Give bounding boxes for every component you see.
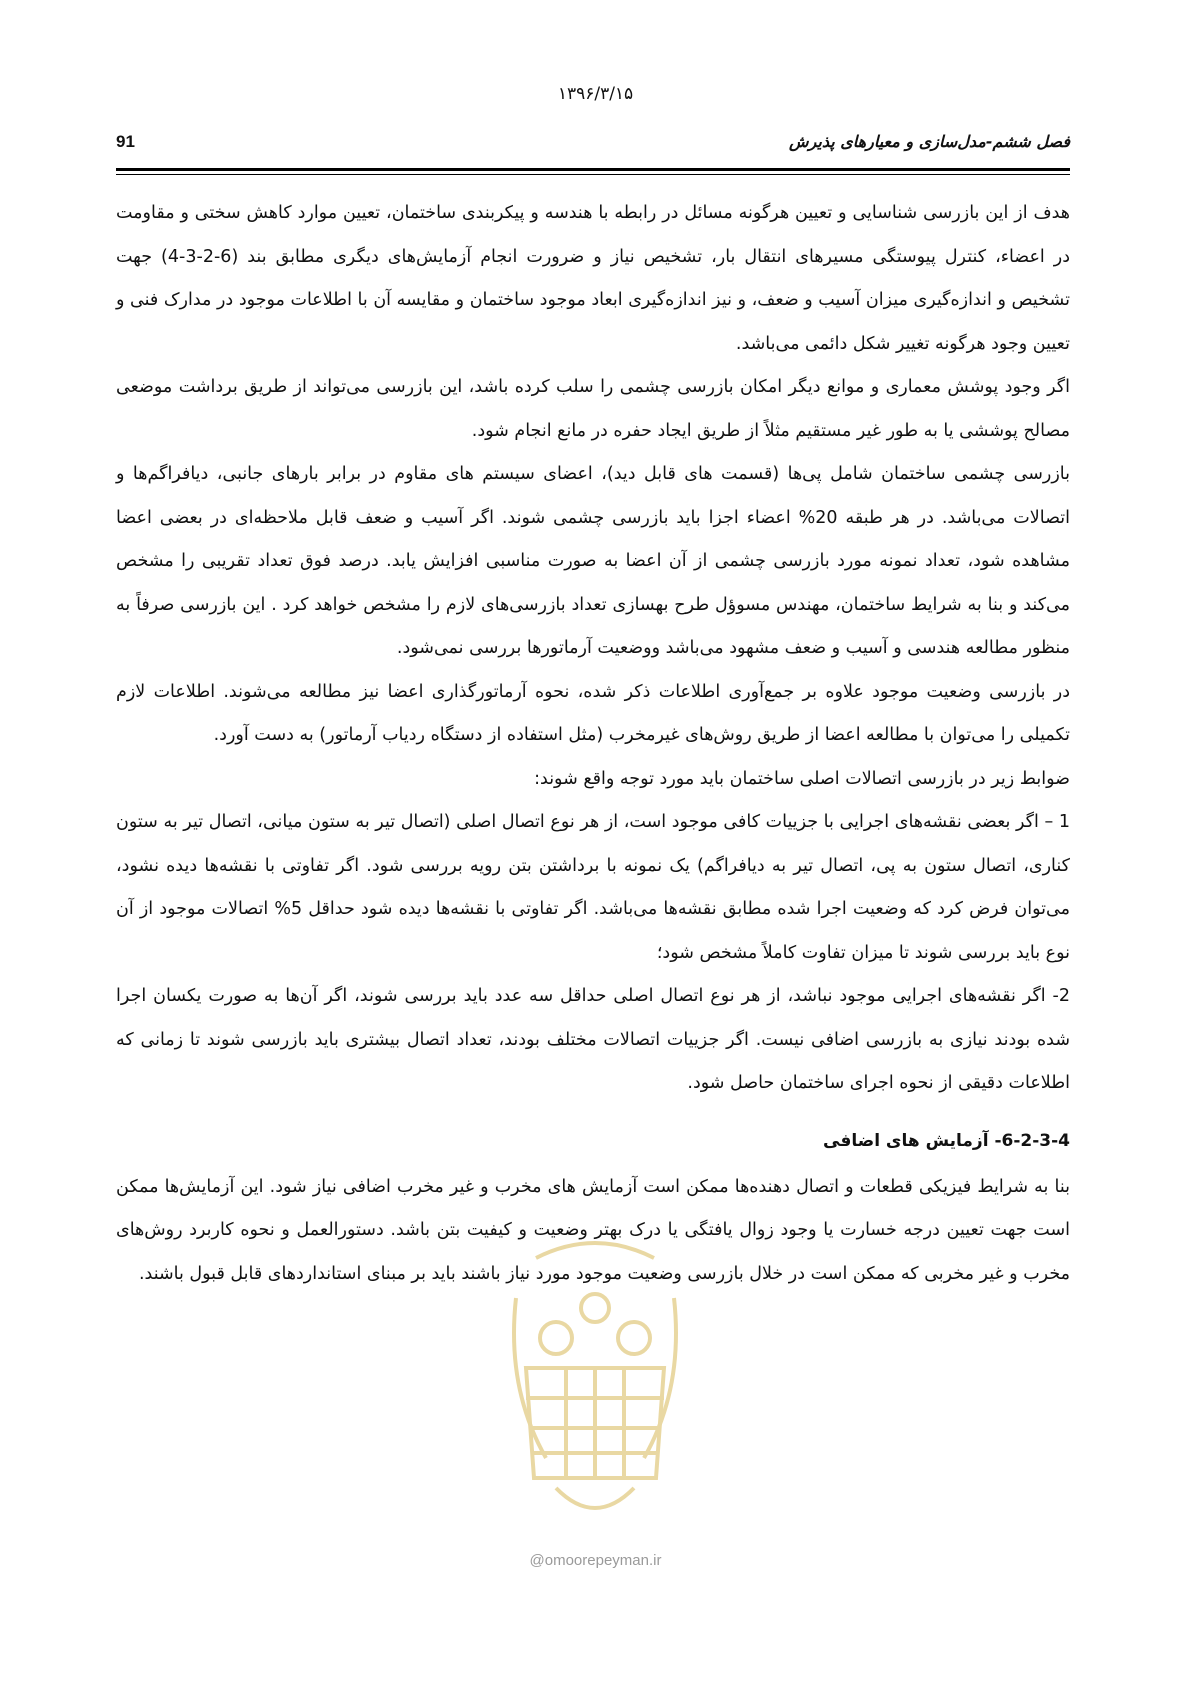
watermark-url: @omoorepeyman.ir [529, 1552, 662, 1569]
header-rule-thick [116, 168, 1070, 171]
body-text [116, 192, 1070, 1296]
paragraph-purpose: هدف از این بازرسی شناسایی و تعیین هرگونه مسائل در رابطه با هندسه و پیکربندی ساختمان، تعیین موارد کاهش سختی و مقاومت در اعضاء، کنترل پیوستگی مسیرهای انتقال بار، تشخیص نیاز و ضرورت انجام آزمایش‌های دیگری مطابق بند (6-2-3-4) جهت تشخیص و اندازه‌گیری میزان آسیب و ضعف، و نیز اندازه‌گیری ابعاد موجود ساختمان و مقایسه آن با اطلاعات موجود در مدارک فنی و تعیین وجود هرگونه تغییر شکل دائمی می‌باشد. [116, 203, 1070, 354]
header-rule-thin [116, 174, 1070, 175]
paragraph-visual-inspection: بازرسی چشمی ساختمان شامل پی‌ها (قسمت های قابل دید)، اعضای سیستم های مقاوم در برابر بارهای جانبی، دیافراگم‌ها و اتصالات می‌باشد. در هر طبقه 20% اعضاء اجزا باید بازرسی چشمی شوند. اگر آسیب و ضعف قابل ملاحظه‌ای در بعضی اعضا مشاهده شود، تعداد نمونه مورد بازرسی چشمی از آن اعضا به صورت مناسبی افزایش یابد. درصد فوق تعداد تقریبی را مشخص می‌کند و بنا به شرایط ساختمان، مهندس مسوؤل طرح بهسازی تعداد بازرسی‌های لازم را مشخص خواهد کرد . این بازرسی صرفاً به منظور مطالعه هندسی و آسیب و ضعف مشهود می‌باشد ووضعیت آرماتورها بررسی نمی‌شود. [116, 464, 1071, 658]
list-item-2: 2- اگر نقشه‌های اجرایی موجود نباشد، از هر نوع اتصال اصلی حداقل سه عدد باید بررسی شوند، اگر آن‌ها به صورت یکسان اجرا شده بودند نیازی به بازرسی اضافی نیست. اگر جزییات اتصالات مختلف بودند، تعداد اتصال بیشتری باید بازرسی شوند تا زمانی که اطلاعات دقیقی از نحوه اجرای ساختمان حاصل شود. [116, 986, 1070, 1093]
document-date: ۱۳۹۶/۳/۱۵ [557, 84, 634, 104]
paragraph-existing-condition: در بازرسی وضعیت موجود علاوه بر جمع‌آوری اطلاعات ذکر شده، نحوه آرماتورگذاری اعضا نیز مطالعه می‌شوند. اطلاعات لازم تکمیلی را می‌توان با مطالعه اعضا از طریق روش‌های غیرمخرب (مثل استفاده از دستگاه ردیاب آرماتور) به دست آورد. [116, 681, 1070, 745]
watermark-emblem-icon [496, 1238, 694, 1538]
list-item-1: 1 – اگر بعضی نقشه‌های اجرایی با جزییات کافی موجود است، از هر نوع اتصال اصلی (اتصال تیر به ستون میانی، اتصال تیر به ستون کناری، اتصال ستون به پی، اتصال تیر به دیافراگم) یک نمونه با برداشتن بتن رویه بررسی شود. اگر تفاوتی با نقشه‌ها دیده نشود، می‌توان فرض کرد که وضعیت اجرا شده مطابق نقشه‌ها می‌باشد. اگر تفاوتی با نقشه‌ها دیده شود حداقل 5% اتصالات موجود از آن نوع باید بررسی شوند تا میزان تفاوت کاملاً مشخص شود؛ [116, 812, 1070, 963]
chapter-title: فصل ششم-مدل‌سازی و معیارهای پذیرش [789, 132, 1070, 151]
paragraph-criteria-intro: ضوابط زیر در بازرسی اتصالات اصلی ساختمان باید مورد توجه واقع شوند: [534, 768, 1070, 789]
page-number: 91 [116, 132, 135, 151]
paragraph-additional-tests: بنا به شرایط فیزیکی قطعات و اتصال دهنده‌ها ممکن است آزمایش های مخرب و غیر مخرب اضافی نیاز شود. این آزمایش‌ها ممکن است جهت تعیین درجه خسارت یا وجود زوال یافتگی یا درک بهتر وضعیت و کیفیت بتن باشد. دستورالعمل و نحوه کاربرد روش‌های مخرب و غیر مخربی که ممکن است در خلال بازرسی وضعیت موجود مورد نیاز باشند باید بر مبنای استانداردهای قابل قبول باشند. [116, 1176, 1070, 1284]
page-header [116, 128, 1070, 162]
section-heading: 6-2-3-4- آزمایش های اضافی [823, 1130, 1070, 1151]
paragraph-covering: اگر وجود پوشش معماری و موانع دیگر امکان بازرسی چشمی را سلب کرده باشد، این بازرسی می‌تواند از طریق برداشت موضعی مصالح پوششی یا به طور غیر مستقیم مثلاً از طریق ایجاد حفره در مانع انجام شود. [116, 377, 1070, 441]
